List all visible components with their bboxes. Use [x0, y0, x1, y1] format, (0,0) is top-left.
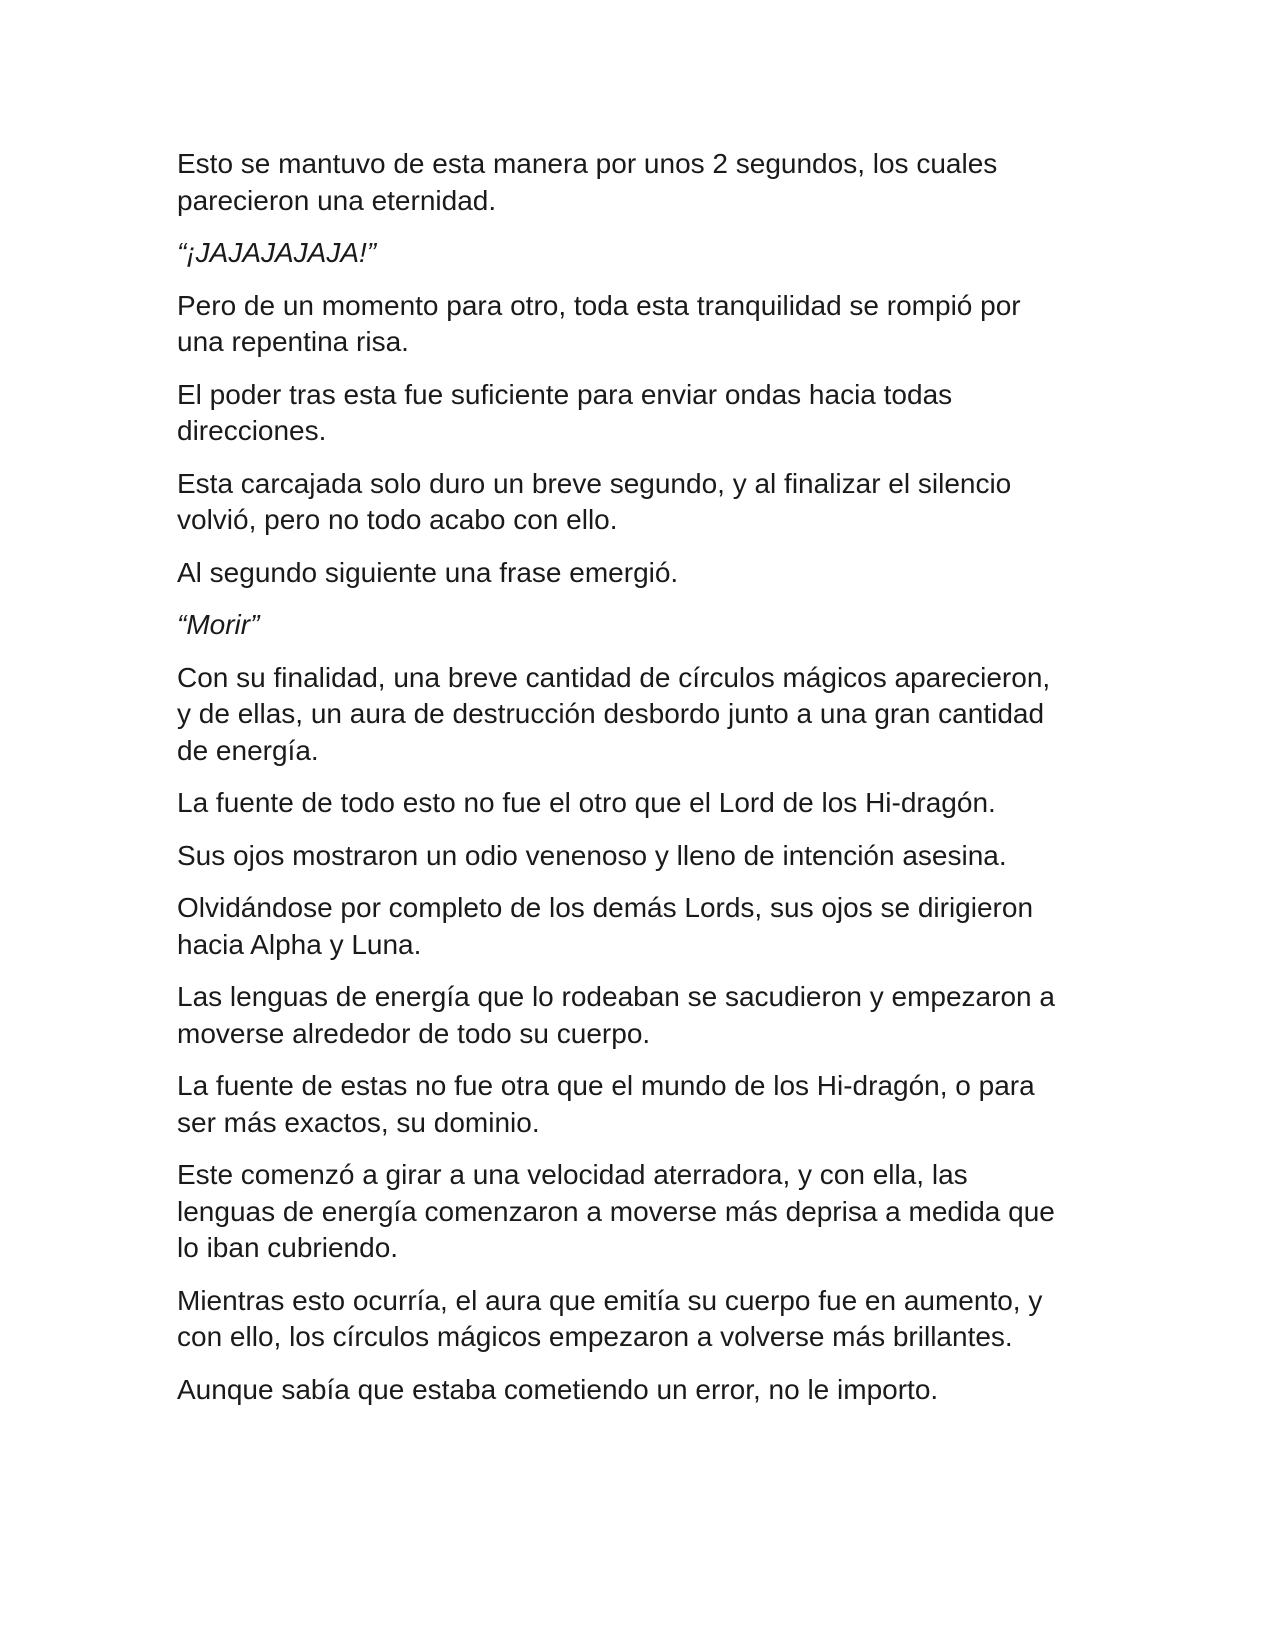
document-body [177, 146, 1107, 1424]
text-line: moverse alrededor de todo su cuerpo. [177, 1017, 651, 1049]
text-paragraph [177, 979, 1107, 1052]
text-paragraph [177, 288, 1107, 361]
text-line: Este comenzó a girar a una velocidad aterradora, y con ella, las [177, 1159, 968, 1190]
text-paragraph [177, 555, 1107, 592]
text-line: Con su finalidad, una breve cantidad de círculos mágicos aparecieron, [177, 661, 1051, 693]
text-paragraph [177, 838, 1107, 875]
dialogue-paragraph [177, 235, 1107, 272]
text-line: volvió, pero no todo acabo con ello. [177, 504, 618, 535]
text-line: parecieron una eternidad. [177, 184, 497, 216]
text-line: lo iban cubriendo. [177, 1232, 399, 1263]
text-line: Al segundo siguiente una frase emergió. [177, 556, 679, 588]
text-paragraph [177, 377, 1107, 450]
dialogue-paragraph [177, 607, 1107, 644]
text-paragraph [177, 146, 1107, 219]
text-line: Las lenguas de energía que lo rodeaban se sacudieron y empezaron a [177, 981, 1055, 1012]
text-line: Olvidándose por completo de los demás Lords, sus ojos se dirigieron [177, 892, 1034, 923]
text-line: Mientras esto ocurría, el aura que emitía su cuerpo fue en aumento, y [177, 1284, 1043, 1316]
text-line: y de ellas, un aura de destrucción desbordo junto a una gran cantidad [177, 698, 1045, 729]
text-line: La fuente de estas no fue otra que el mundo de los Hi-dragón, o para [177, 1070, 1035, 1101]
text-line: Aunque sabía que estaba cometiendo un error, no le importo. [177, 1373, 939, 1405]
text-line: con ello, los círculos mágicos empezaron a volverse más brillantes. [177, 1321, 1013, 1352]
text-line: Sus ojos mostraron un odio venenoso y lleno de intención asesina. [177, 839, 1007, 871]
text-line: hacia Alpha y Luna. [177, 928, 422, 960]
text-line: El poder tras esta fue suficiente para enviar ondas hacia todas [177, 378, 953, 410]
text-paragraph [177, 785, 1107, 822]
text-line: direcciones. [177, 415, 327, 446]
text-line: una repentina risa. [177, 326, 409, 357]
text-line: lenguas de energía comenzaron a moverse más deprisa a medida que [177, 1195, 1055, 1227]
text-paragraph [177, 660, 1107, 770]
text-line: Esto se mantuvo de esta manera por unos 2 segundos, los cuales [177, 148, 998, 179]
text-line: La fuente de todo esto no fue el otro que el Lord de los Hi-dragón. [177, 787, 996, 818]
text-paragraph [177, 1157, 1107, 1267]
text-line: Pero de un momento para otro, toda esta tranquilidad se rompió por [177, 289, 1021, 321]
text-paragraph [177, 1372, 1107, 1409]
text-line: “Morir” [177, 609, 260, 640]
text-paragraph [177, 1283, 1107, 1356]
text-line: “¡JAJAJAJAJA!” [177, 237, 377, 268]
text-paragraph [177, 890, 1107, 963]
text-line: Esta carcajada solo duro un breve segundo, y al finalizar el silencio [177, 467, 1012, 499]
text-paragraph [177, 1068, 1107, 1141]
text-line: de energía. [177, 734, 319, 766]
text-line: ser más exactos, su dominio. [177, 1106, 540, 1138]
text-paragraph [177, 466, 1107, 539]
